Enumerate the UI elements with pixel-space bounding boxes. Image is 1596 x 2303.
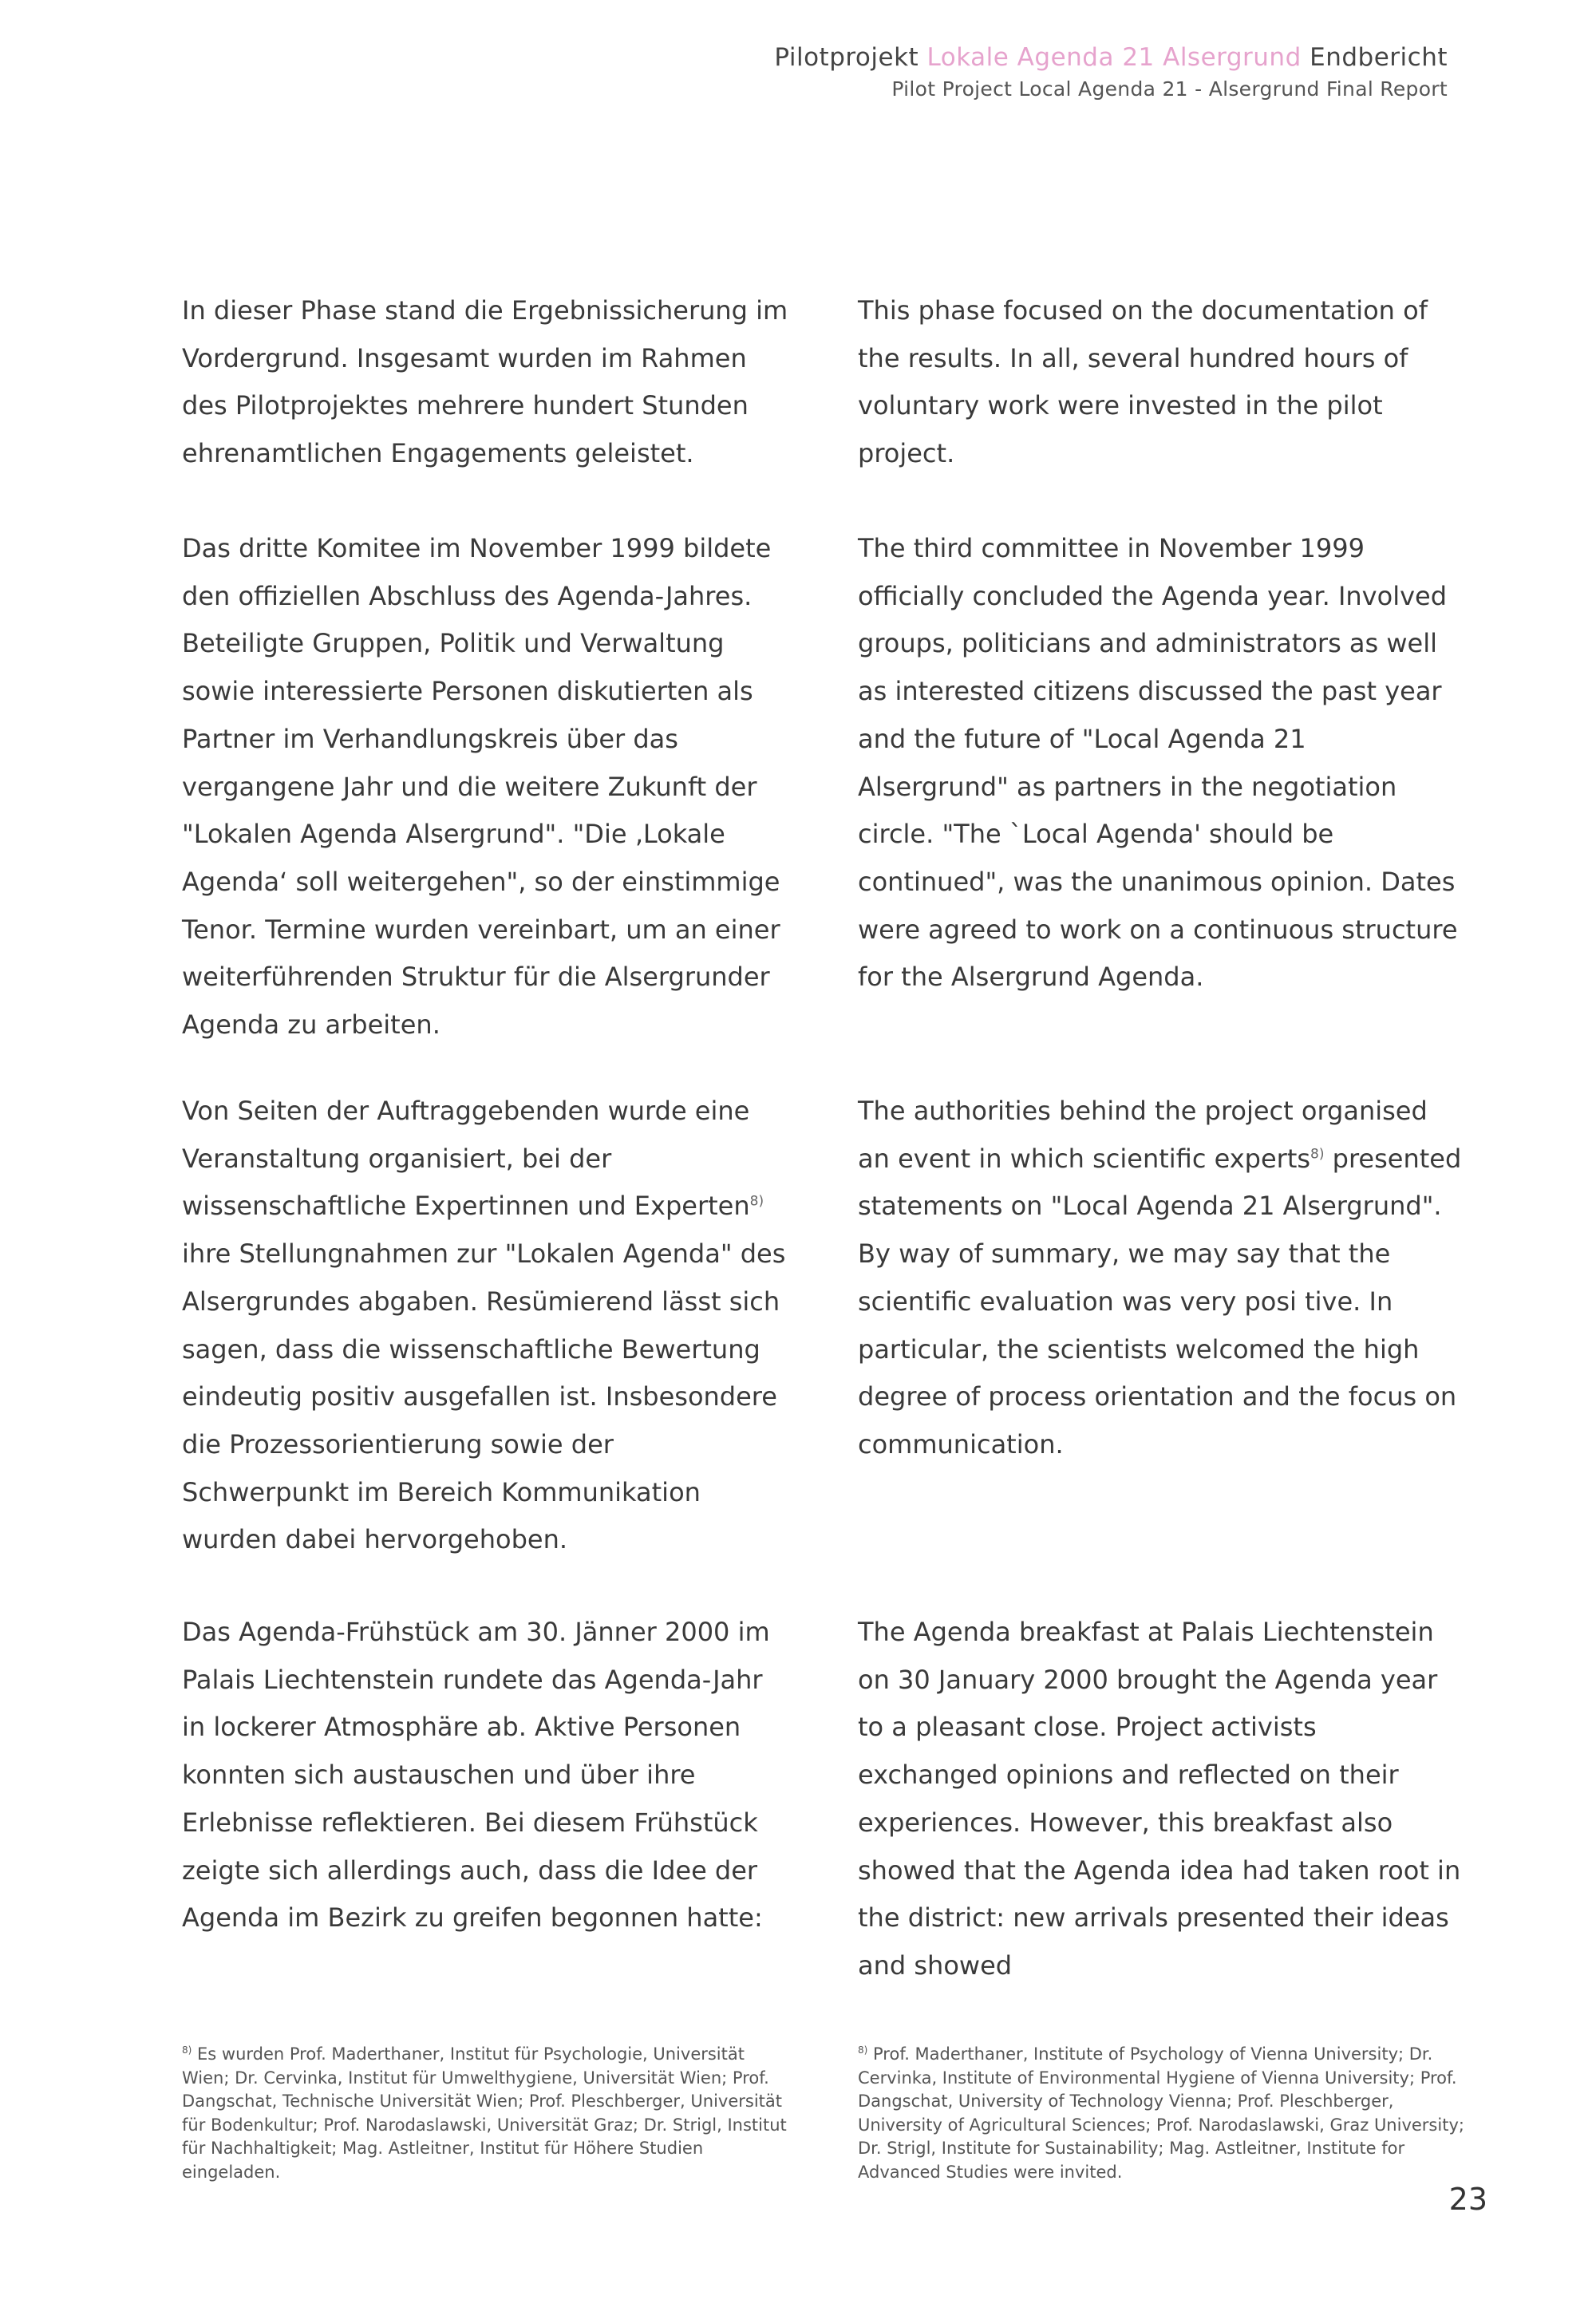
running-header (774, 40, 1448, 104)
english-footnote-marker: 8) (858, 2044, 868, 2056)
german-footnote-text: Es wurden Prof. Maderthaner, Institut für Psychologie, Universität Wien; Dr. Cervinka, Institut für Umwelthygiene, Universität Wien; Prof. Dangschat, Technische Universität Wien; Prof. Pleschberger, Universität für Bodenkultur; Prof. Narodaslawski, Universität Graz; Dr. Strigl, Institut für Nachhaltigkeit; Mag. Astleitner, Institut für Höhere Studien eingeladen. (182, 2044, 787, 2182)
german-footnote (182, 2043, 788, 2184)
header-suffix: Endbericht (1310, 43, 1448, 72)
english-paragraph-3-part-b: presented statements on "Local Agenda 21 Alsergrund". By way of summary, we may say that the scientific evaluation was very posi tive. In particular, the scientists welcomed the high degree of process orientation and the focus on communication. (858, 1143, 1462, 1460)
header-subtitle: Pilot Project Local Agenda 21 - Alsergrund Final Report (891, 77, 1448, 101)
footnote-reference-en: 8) (1310, 1146, 1325, 1163)
footnote-reference-de: 8) (749, 1193, 764, 1210)
english-paragraph-3 (858, 1088, 1464, 1469)
english-footnote-text: Prof. Maderthaner, Institute of Psychology of Vienna University; Dr. Cervinka, Institute of Environmental Hygiene of Vienna University; Prof. Dangschat, University of Technology Vienna; Prof. Pleschberger, University of Agricultural Sciences; Prof. Narodaslawski, Graz University; Dr. Strigl, Institute for Sustainability; Mag. Astleitner, Institute for Advanced Studies were invited. (858, 2044, 1464, 2182)
english-footnote (858, 2043, 1464, 2184)
english-paragraph-2: The third committee in November 1999 officially concluded the Agenda year. Involved groups, politicians and administrators as well as interested citizens discussed the past year and the future of "Local Agenda 21 Alsergrund" as partners in the negotiation circle. "The `Local Agenda' should be continued", was the unanimous opinion. Dates were agreed to work on a continuous structure for the Alsergrund Agenda. (858, 533, 1458, 993)
header-prefix: Pilotprojekt (774, 43, 919, 72)
german-paragraph-2: Das dritte Komitee im November 1999 bildete den offiziellen Abschluss des Agenda-Jahres. Beteiligte Gruppen, Politik und Verwaltung sowie interessierte Personen diskutierten als Partner im Verhandlungskreis über das vergangene Jahr und die weitere Zukunft der "Lokalen Agenda Alsergrund". "Die ‚Lokale Agenda‘ soll weitergehen", so der einstimmige Tenor. Termine wurden vereinbart, um an einer weiterführenden Struktur für die Alsergrunder Agenda zu arbeiten. (182, 533, 780, 1041)
page-number: 23 (1448, 2182, 1487, 2217)
german-paragraph-4: Das Agenda-Frühstück am 30. Jänner 2000 im Palais Liechtenstein rundete das Agenda-Jahr in lockerer Atmosphäre ab. Aktive Personen konnten sich austauschen und über ihre Erlebnisse reflektieren. Bei diesem Frühstück zeigte sich allerdings auch, dass die Idee der Agenda im Bezirk zu greifen begonnen hatte: (182, 1617, 770, 1934)
english-paragraph-1: This phase focused on the documentation of the results. In all, several hundred hours of voluntary work were invested in the pilot project. (858, 295, 1428, 469)
german-paragraph-3 (182, 1088, 788, 1564)
header-accent-title: Lokale Agenda 21 Alsergrund (926, 43, 1302, 72)
german-paragraph-1: In dieser Phase stand die Ergebnissicherung im Vordergrund. Insgesamt wurden im Rahmen des Pilotprojektes mehrere hundert Stunden ehrenamtlichen Engagements geleistet. (182, 295, 788, 469)
german-paragraph-3-part-b: ihre Stellungnahmen zur "Lokalen Agenda" des Alsergrundes abgaben. Resümierend lässt sich sagen, dass die wissenschaftliche Bewertung eindeutig positiv ausgefallen ist. Insbesondere die Prozessorientierung sowie der Schwerpunkt im Bereich Kommunikation wurden dabei hervorgehoben. (182, 1238, 786, 1555)
german-paragraph-3-part-a: Von Seiten der Auftraggebenden wurde eine Veranstaltung organisiert, bei der wissenschaftliche Expertinnen und Experten (182, 1096, 750, 1222)
header-title (774, 40, 1448, 75)
english-paragraph-4: The Agenda breakfast at Palais Liechtenstein on 30 January 2000 brought the Agenda year to a pleasant close. Project activists exchanged opinions and reflected on their experiences. However, this breakfast also showed that the Agenda idea had taken root in the district: new arrivals presented their ideas and showed (858, 1617, 1461, 1981)
german-footnote-marker: 8) (182, 2044, 192, 2056)
english-paragraph-3-part-a: The authorities behind the project organised an event in which scientific experts (858, 1096, 1428, 1174)
